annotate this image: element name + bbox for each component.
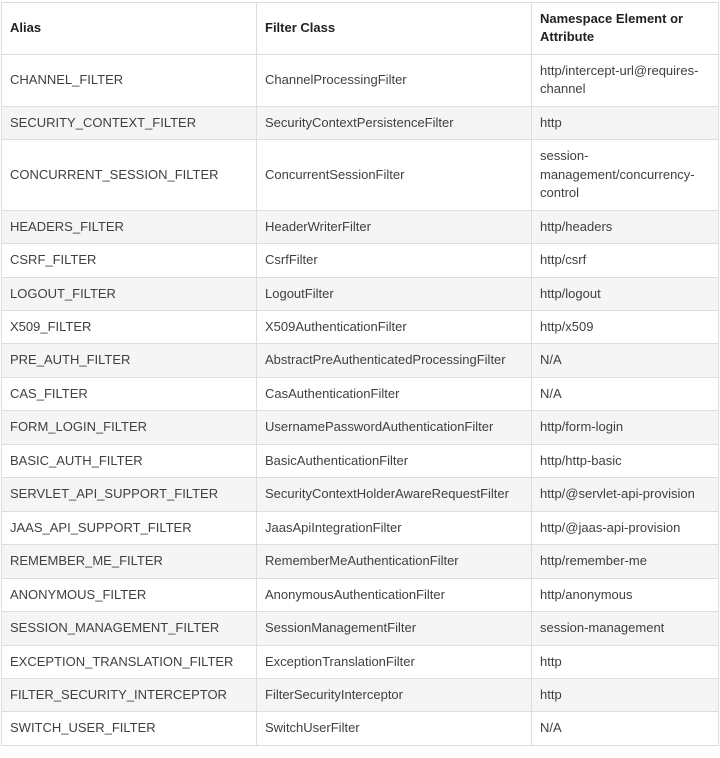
alias-cell: SERVLET_API_SUPPORT_FILTER [2, 478, 257, 511]
namespace-cell: http/csrf [532, 244, 719, 277]
table-row [2, 712, 719, 745]
namespace-cell: http/logout [532, 277, 719, 310]
table-row [2, 244, 719, 277]
alias-cell: FILTER_SECURITY_INTERCEPTOR [2, 678, 257, 711]
namespace-cell: http [532, 106, 719, 139]
table-row [2, 106, 719, 139]
alias-cell: SESSION_MANAGEMENT_FILTER [2, 612, 257, 645]
table-row [2, 578, 719, 611]
alias-cell: BASIC_AUTH_FILTER [2, 444, 257, 477]
namespace-cell: http/anonymous [532, 578, 719, 611]
filter-class-cell: RememberMeAuthenticationFilter [257, 545, 532, 578]
security-filters-table [1, 2, 719, 746]
filter-class-cell: CsrfFilter [257, 244, 532, 277]
namespace-cell: N/A [532, 344, 719, 377]
alias-cell: CONCURRENT_SESSION_FILTER [2, 140, 257, 210]
namespace-cell: http/headers [532, 210, 719, 243]
table-row [2, 140, 719, 210]
filter-class-cell: SecurityContextPersistenceFilter [257, 106, 532, 139]
alias-cell: CAS_FILTER [2, 377, 257, 410]
column-header-filter-class: Filter Class [257, 3, 532, 55]
namespace-cell: N/A [532, 377, 719, 410]
table-row [2, 612, 719, 645]
table-row [2, 54, 719, 106]
table-body [2, 54, 719, 745]
filter-class-cell: AbstractPreAuthenticatedProcessingFilter [257, 344, 532, 377]
table-row [2, 210, 719, 243]
namespace-cell: N/A [532, 712, 719, 745]
filter-class-cell: AnonymousAuthenticationFilter [257, 578, 532, 611]
alias-cell: EXCEPTION_TRANSLATION_FILTER [2, 645, 257, 678]
table-row [2, 277, 719, 310]
column-header-alias: Alias [2, 3, 257, 55]
namespace-cell: http [532, 645, 719, 678]
alias-cell: REMEMBER_ME_FILTER [2, 545, 257, 578]
namespace-cell: http/remember-me [532, 545, 719, 578]
table-row [2, 310, 719, 343]
alias-cell: SECURITY_CONTEXT_FILTER [2, 106, 257, 139]
table-row [2, 545, 719, 578]
alias-cell: PRE_AUTH_FILTER [2, 344, 257, 377]
alias-cell: HEADERS_FILTER [2, 210, 257, 243]
table-row [2, 377, 719, 410]
filter-class-cell: X509AuthenticationFilter [257, 310, 532, 343]
namespace-cell: session-management [532, 612, 719, 645]
alias-cell: JAAS_API_SUPPORT_FILTER [2, 511, 257, 544]
namespace-cell: http/intercept-url@requires-channel [532, 54, 719, 106]
alias-cell: CHANNEL_FILTER [2, 54, 257, 106]
alias-cell: CSRF_FILTER [2, 244, 257, 277]
filter-class-cell: SwitchUserFilter [257, 712, 532, 745]
filter-class-cell: FilterSecurityInterceptor [257, 678, 532, 711]
header-row [2, 3, 719, 55]
table-row [2, 645, 719, 678]
filter-class-cell: JaasApiIntegrationFilter [257, 511, 532, 544]
filter-class-cell: UsernamePasswordAuthenticationFilter [257, 411, 532, 444]
alias-cell: SWITCH_USER_FILTER [2, 712, 257, 745]
filter-class-cell: BasicAuthenticationFilter [257, 444, 532, 477]
namespace-cell: http [532, 678, 719, 711]
namespace-cell: http/@jaas-api-provision [532, 511, 719, 544]
namespace-cell: http/http-basic [532, 444, 719, 477]
filter-class-cell: ChannelProcessingFilter [257, 54, 532, 106]
alias-cell: ANONYMOUS_FILTER [2, 578, 257, 611]
filter-class-cell: ExceptionTranslationFilter [257, 645, 532, 678]
filter-class-cell: SessionManagementFilter [257, 612, 532, 645]
filter-class-cell: SecurityContextHolderAwareRequestFilter [257, 478, 532, 511]
alias-cell: LOGOUT_FILTER [2, 277, 257, 310]
table-row [2, 678, 719, 711]
table-row [2, 344, 719, 377]
alias-cell: FORM_LOGIN_FILTER [2, 411, 257, 444]
table-row [2, 511, 719, 544]
table-row [2, 444, 719, 477]
filter-class-cell: ConcurrentSessionFilter [257, 140, 532, 210]
namespace-cell: http/x509 [532, 310, 719, 343]
table-row [2, 411, 719, 444]
filter-class-cell: HeaderWriterFilter [257, 210, 532, 243]
namespace-cell: session-management/concurrency-control [532, 140, 719, 210]
table-row [2, 478, 719, 511]
alias-cell: X509_FILTER [2, 310, 257, 343]
namespace-cell: http/form-login [532, 411, 719, 444]
namespace-cell: http/@servlet-api-provision [532, 478, 719, 511]
column-header-namespace: Namespace Element or Attribute [532, 3, 719, 55]
filter-class-cell: CasAuthenticationFilter [257, 377, 532, 410]
filter-class-cell: LogoutFilter [257, 277, 532, 310]
